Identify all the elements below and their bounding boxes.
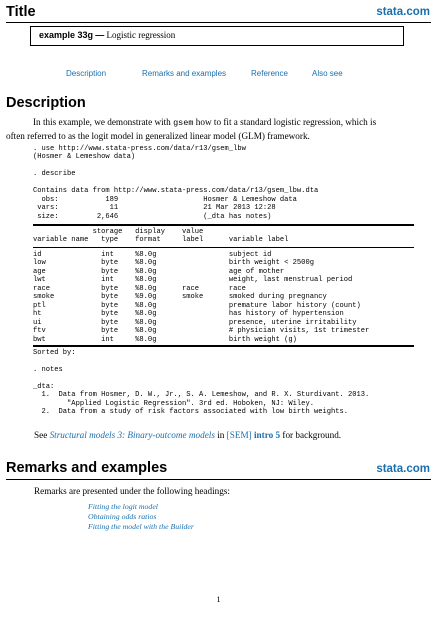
see-structural-models-link[interactable]: Structural models 3: Binary-outcome models — [49, 430, 215, 440]
see-in: in — [217, 430, 225, 440]
remarks-intro: Remarks are presented under the following headings: — [34, 486, 230, 496]
variable-table-header — [33, 228, 288, 245]
remarks-stata-brand-link[interactable]: stata.com — [376, 463, 430, 475]
nav-remarks-link[interactable]: Remarks and examples — [142, 69, 227, 78]
table-row: ht byte %8.0g has history of hypertension — [33, 310, 344, 319]
page-title: Title — [6, 4, 36, 20]
table-row: age byte %8.0g age of mother — [33, 267, 285, 276]
entry-name: example 33g — [39, 30, 94, 40]
nav-also-see-link[interactable]: Also see — [312, 69, 343, 78]
code-line: 1. Data from Hosmer, D. W., Jr., S. A. Lemeshow, and R. X. Sturdivant. 2013. — [33, 391, 370, 400]
code-line: Sorted by: — [33, 349, 76, 357]
table-row: bwt int %8.0g birth weight (g) — [33, 335, 297, 344]
code-line: storage display value — [33, 228, 204, 236]
code-line: obs: 189 Hosmer & Lemeshow data — [33, 195, 297, 204]
page-number: 1 — [216, 594, 221, 604]
remarks-link-odds-ratios[interactable]: Obtaining odds ratios — [88, 512, 157, 521]
code-line: Contains data from http://www.stata-press.com/data/r13/gsem_lbw.dta — [33, 187, 319, 196]
table-row: lwt int %8.0g weight, last menstrual period — [33, 276, 353, 285]
nav-reference-link[interactable]: Reference — [251, 69, 288, 78]
see-suffix: for background. — [282, 430, 342, 440]
header-rule — [6, 22, 431, 23]
remarks-rule — [6, 479, 431, 480]
code-line: variable name type format label variable label — [33, 236, 289, 245]
remarks-heading: Remarks and examples — [6, 460, 168, 476]
see-intro-link[interactable]: intro 5 — [253, 430, 281, 440]
table-row: id int %8.0g subject id — [33, 251, 272, 259]
intro-text-2: how to fit a standard logistic regression, which is — [195, 117, 377, 127]
table-row: race byte %8.0g race race — [33, 284, 246, 293]
table-rule-mid — [33, 247, 414, 248]
code-line: . describe — [33, 170, 76, 179]
intro-command: gsem — [173, 118, 194, 128]
code-line: . notes — [33, 365, 63, 374]
variable-table-body — [33, 251, 369, 344]
table-row: ptl byte %8.0g premature labor history (count) — [33, 301, 361, 310]
code-line: vars: 11 21 Mar 2013 12:28 — [33, 204, 276, 213]
intro-text-3: often referred to as the logit model in generalized linear model (GLM) framework. — [6, 130, 310, 141]
stata-output-top — [33, 145, 318, 221]
code-line: "Applied Logistic Regression". 3rd ed. Hoboken, NJ: Wiley. — [33, 399, 314, 408]
nav-description-link[interactable]: Description — [66, 69, 107, 78]
intro-text-1: In this example, we demonstrate with — [33, 117, 171, 127]
see-also-sentence — [6, 429, 434, 442]
stata-brand-link[interactable]: stata.com — [376, 6, 430, 18]
table-rule-top — [33, 224, 414, 226]
description-intro — [6, 116, 431, 142]
table-row: smoke byte %9.0g smoke smoked during pregnancy — [33, 293, 327, 302]
remarks-link-builder[interactable]: Fitting the model with the Builder — [88, 522, 194, 531]
entry-title-box — [30, 26, 404, 46]
see-prefix: See — [34, 430, 48, 440]
entry-description: Logistic regression — [106, 30, 176, 40]
code-line: 2. Data from a study of risk factors associated with low birth weights. — [33, 408, 349, 417]
entry-dash: — — [95, 30, 105, 40]
table-rule-bottom — [33, 345, 414, 347]
remarks-link-fitting-logit[interactable]: Fitting the logit model — [88, 502, 158, 511]
see-sem-tag[interactable]: [SEM] — [226, 430, 252, 440]
code-line: _dta: — [33, 382, 55, 391]
table-row: ftv byte %8.0g # physician visits, 1st trimester — [33, 327, 370, 336]
code-line: size: 2,646 (_dta has notes) — [33, 212, 272, 221]
description-heading: Description — [6, 95, 86, 111]
stata-output-bottom — [33, 349, 369, 417]
code-line: (Hosmer & Lemeshow data) — [33, 153, 136, 162]
table-row: low byte %8.0g birth weight < 2500g — [33, 259, 314, 268]
table-row: ui byte %8.0g presence, uterine irritability — [33, 318, 357, 327]
code-line: . use http://www.stata-press.com/data/r13/gsem_lbw — [33, 145, 246, 153]
